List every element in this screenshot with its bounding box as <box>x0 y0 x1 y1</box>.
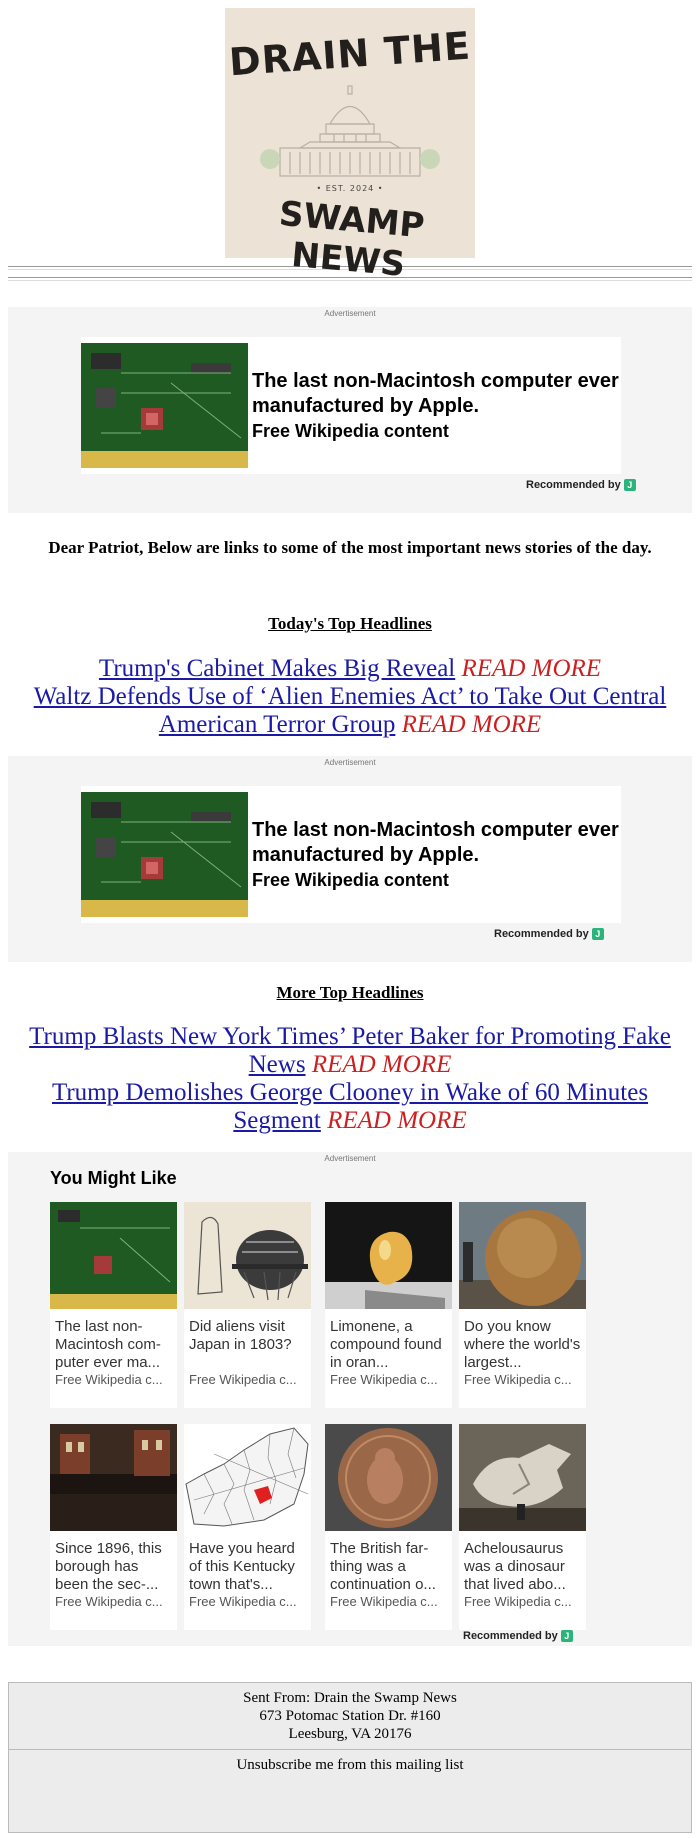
you-might-like-widget <box>8 1152 692 1646</box>
ad-headline: The last non-Macintosh computer ever manufactured by Apple. <box>252 370 619 417</box>
read-more-link[interactable]: READ MORE <box>401 711 542 738</box>
circuit-board-image <box>50 1202 177 1309</box>
british-farthing-coin-image <box>325 1424 452 1531</box>
circuit-board-image <box>81 343 248 468</box>
headline-link[interactable]: Trump's Cabinet Makes Big Reveal <box>98 655 456 682</box>
headline-link[interactable]: Waltz Defends Use of ‘Alien Enemies Act’ to Take Out Central American Terror Group <box>33 683 667 738</box>
intro-text: Dear Patriot, Below are links to some of the most important news stories of the day. <box>48 538 652 557</box>
advertisement-block <box>8 307 692 513</box>
more-headlines-list <box>0 1023 700 1135</box>
recommender-logo-icon: J <box>624 479 636 491</box>
tile-caption: Since 1896, this borough has been the sec-... <box>55 1540 162 1593</box>
recommender-logo-icon: J <box>592 928 604 940</box>
headline-item <box>0 655 700 683</box>
recommender-logo-icon: J <box>561 1630 573 1642</box>
email-footer <box>8 1682 692 1833</box>
recommendation-tile[interactable] <box>184 1424 311 1630</box>
section-title-more-headlines: More Top Headlines <box>276 983 424 1002</box>
tile-caption: Do you know where the world's largest... <box>464 1318 581 1371</box>
unsubscribe-link[interactable]: Unsubscribe me from this mailing list <box>236 1757 464 1773</box>
advertisement-label: Advertisement <box>324 1154 376 1163</box>
limonene-image <box>325 1202 452 1309</box>
city-state-zip: Leesburg, VA 20176 <box>288 1726 412 1742</box>
headline-link[interactable]: Trump Demolishes George Clooney in Wake of 60 Minutes Segment <box>51 1079 649 1134</box>
sent-from-text: Sent From: Drain the Swamp News <box>243 1690 457 1706</box>
tile-source: Free Wikipedia c... <box>464 1594 572 1609</box>
ad-text <box>248 786 621 923</box>
top-headlines-list <box>0 655 700 739</box>
advertisement-block <box>8 756 692 962</box>
ad-card[interactable] <box>81 337 621 474</box>
read-more-link[interactable]: READ MORE <box>311 1051 452 1078</box>
advertisement-label: Advertisement <box>324 309 376 318</box>
headline-link[interactable]: Trump Blasts New York Times’ Peter Baker for Promoting Fake News <box>29 1023 671 1078</box>
recommendation-tile[interactable] <box>459 1424 586 1630</box>
logo-text-top: DRAIN THE <box>227 23 473 85</box>
recommended-label: Recommended by <box>494 928 589 940</box>
kentucky-map-image <box>184 1424 311 1531</box>
recommendation-tile[interactable] <box>184 1202 311 1408</box>
ad-source: Free Wikipedia content <box>252 421 449 441</box>
recommendation-tile[interactable] <box>325 1424 452 1630</box>
circuit-board-image <box>81 792 248 917</box>
recommendation-tile[interactable] <box>325 1202 452 1408</box>
tile-caption: Did aliens visit Japan in 1803? <box>189 1318 292 1353</box>
unsubscribe-section <box>9 1750 691 1832</box>
recommendation-tile[interactable] <box>50 1202 177 1408</box>
tile-caption: Have you heard of this Kentucky town that's... <box>189 1540 295 1593</box>
you-might-like-title: You Might Like <box>50 1168 177 1188</box>
read-more-link[interactable]: READ MORE <box>327 1107 467 1134</box>
capitol-illustration <box>260 84 440 184</box>
tile-caption: The British far-thing was a continuation o... <box>330 1540 436 1593</box>
tile-caption: Achelousaurus was a dinosaur that lived abo... <box>464 1540 566 1593</box>
street-address: 673 Potomac Station Dr. #160 <box>259 1708 441 1724</box>
recommended-label: Recommended by <box>463 1630 558 1642</box>
tile-caption: Limonene, a compound found in oran... <box>330 1318 442 1371</box>
site-logo[interactable] <box>225 8 475 285</box>
japanese-drawing-image <box>184 1202 311 1309</box>
recommended-label: Recommended by <box>526 479 621 491</box>
headline-item <box>0 1023 700 1079</box>
read-more-link[interactable]: READ MORE <box>461 655 602 682</box>
tile-source: Free Wikipedia c... <box>330 1594 438 1609</box>
borough-image <box>50 1424 177 1531</box>
twine-ball-image <box>459 1202 586 1309</box>
tile-caption: The last non-Macintosh com-puter ever ma... <box>55 1318 161 1371</box>
logo-est-text: • EST. 2024 • <box>316 184 384 193</box>
recommendation-tile[interactable] <box>50 1424 177 1630</box>
tile-source: Free Wikipedia c... <box>464 1372 572 1387</box>
headline-item <box>0 683 700 739</box>
recommended-by[interactable] <box>463 1630 573 1642</box>
sender-address <box>9 1683 691 1750</box>
section-title-top-headlines: Today's Top Headlines <box>268 614 432 633</box>
tile-source: Free Wikipedia c... <box>55 1594 163 1609</box>
advertisement-label: Advertisement <box>324 758 376 767</box>
dinosaur-skull-image <box>459 1424 586 1531</box>
ad-headline: The last non-Macintosh computer ever manufactured by Apple. <box>252 819 619 866</box>
recommended-by[interactable] <box>494 928 604 940</box>
recommended-by[interactable] <box>526 479 636 491</box>
tile-source: Free Wikipedia c... <box>189 1594 297 1609</box>
tile-source: Free Wikipedia c... <box>330 1372 438 1387</box>
tile-source: Free Wikipedia c... <box>55 1372 163 1387</box>
headline-item <box>0 1079 700 1135</box>
ad-card[interactable] <box>81 786 621 923</box>
ad-text <box>248 337 621 474</box>
logo-text-bottom: SWAMP NEWS <box>277 193 426 285</box>
recommendation-tile[interactable] <box>459 1202 586 1408</box>
tile-source: Free Wikipedia c... <box>189 1372 297 1387</box>
ad-source: Free Wikipedia content <box>252 870 449 890</box>
